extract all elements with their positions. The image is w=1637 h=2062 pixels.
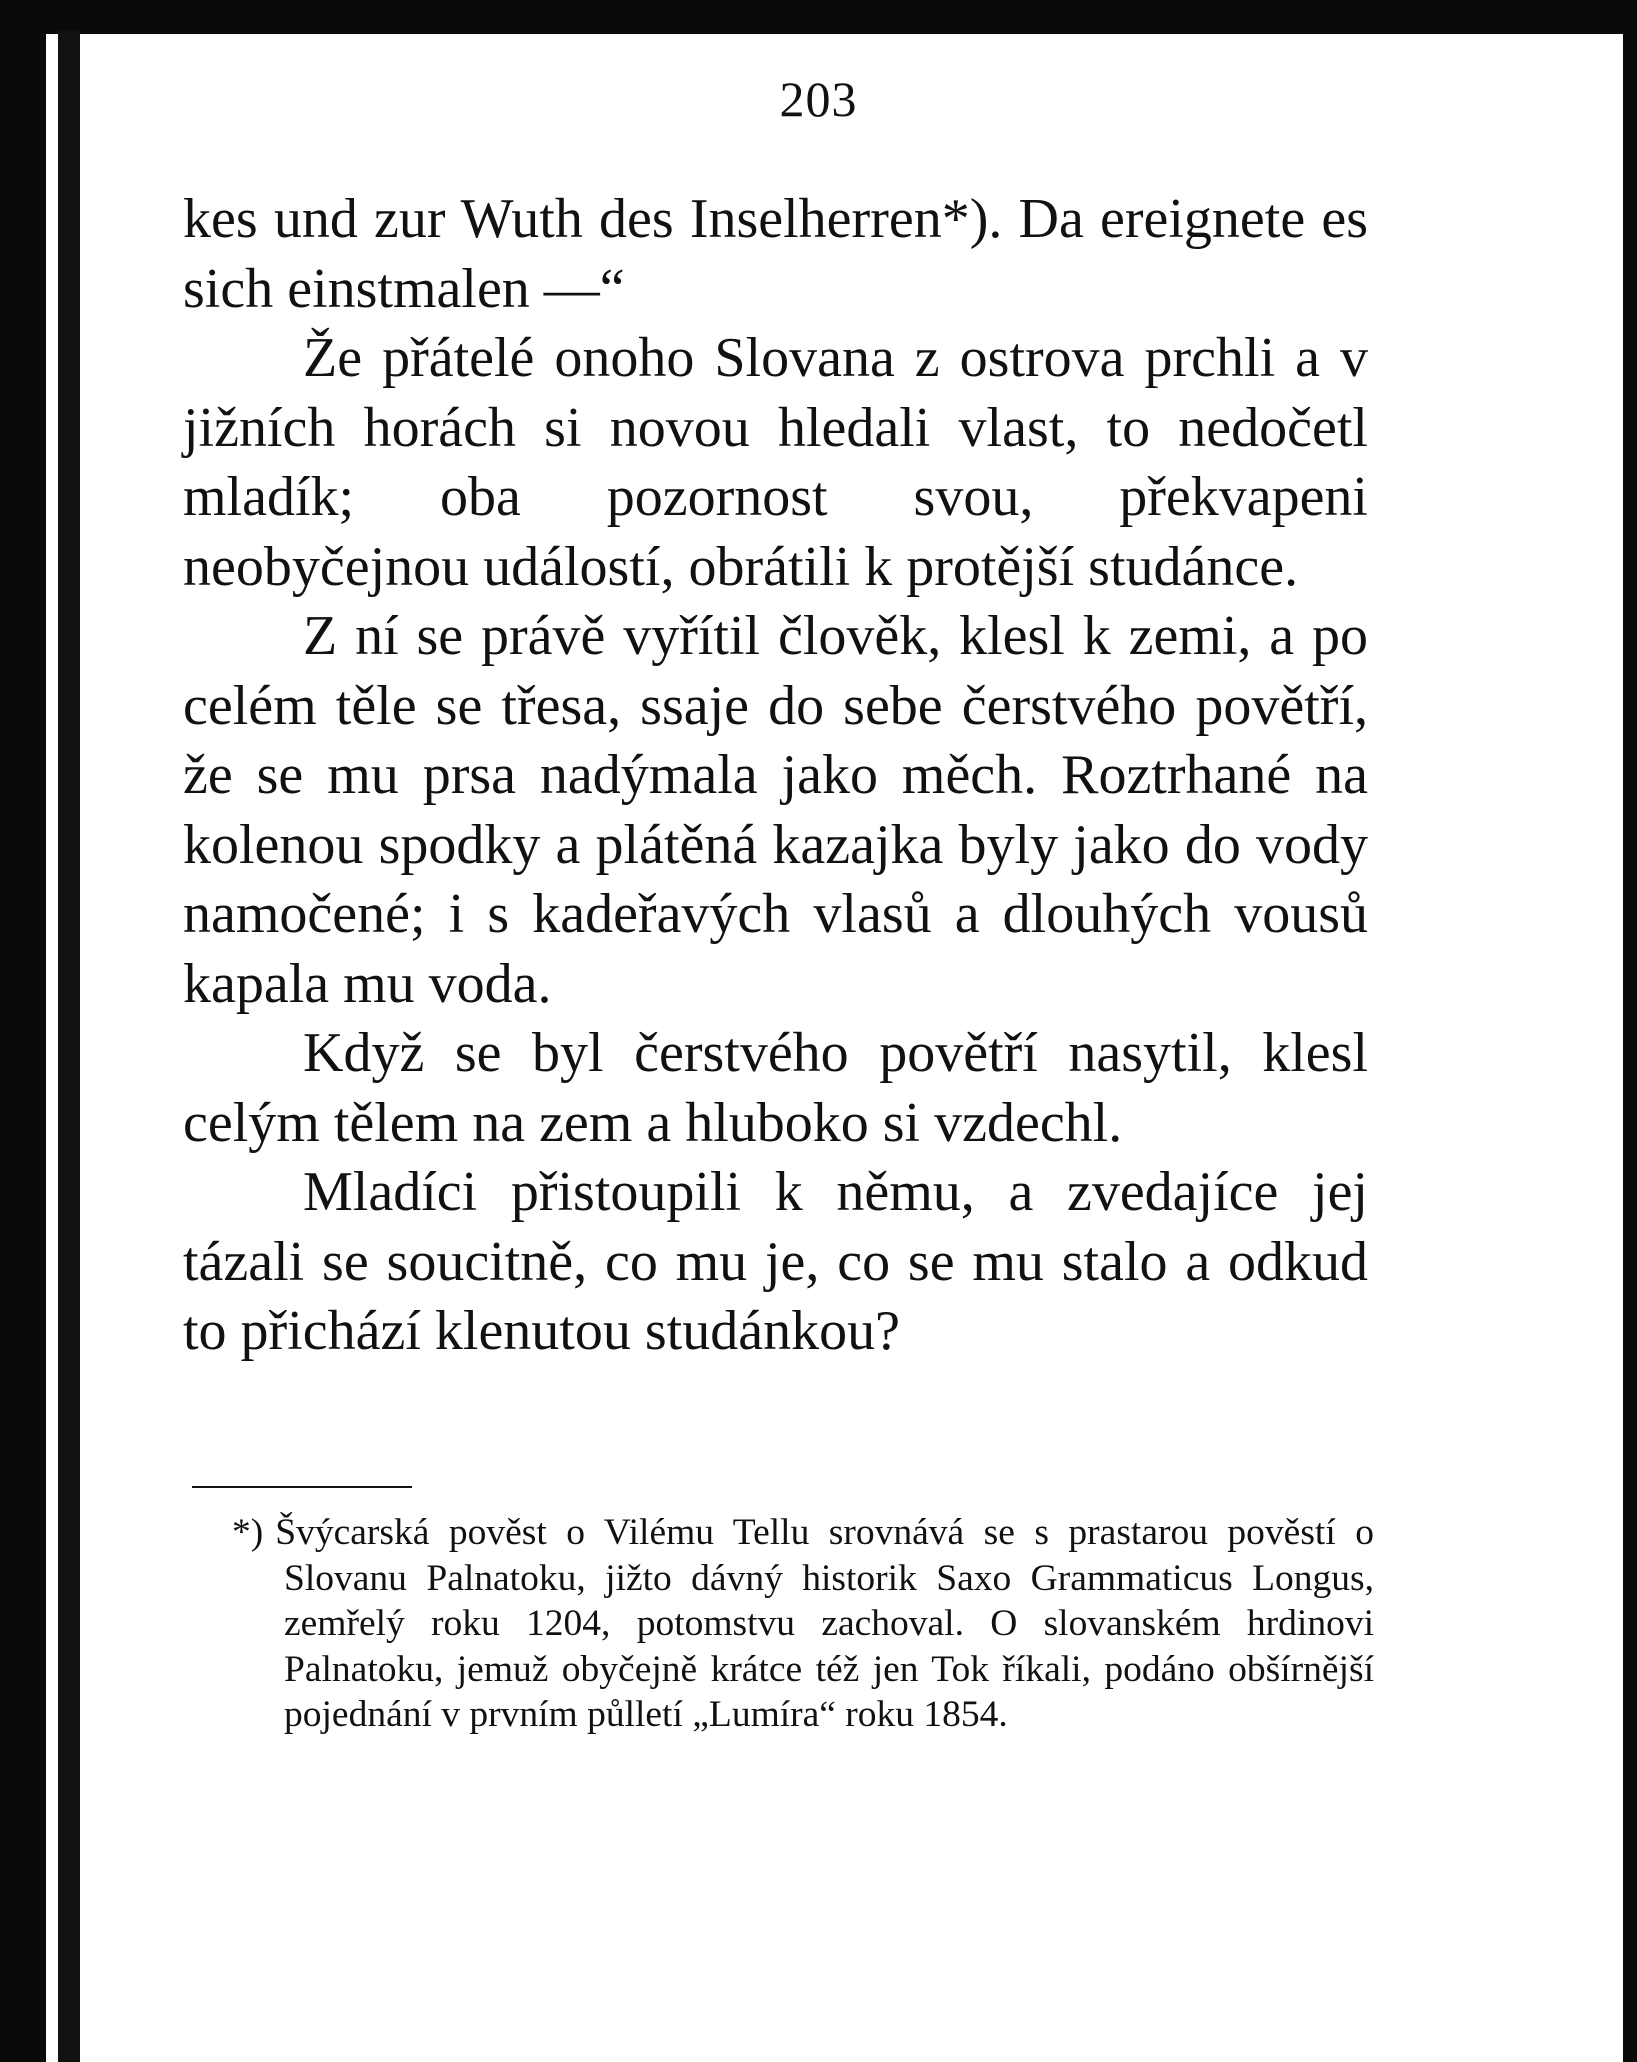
paragraph-2: Že přátelé onoho Slovana z ostrova prchli a v jižních horách si novou hledali vlast, to nedočetl mladík; oba pozornost svou, překvapeni neobyčejnou událostí, obrátili k protější studánce. [183, 327, 1368, 598]
page-gutter-shadow [58, 30, 80, 2062]
footnote-divider [192, 1486, 412, 1488]
footnote-marker: *) [232, 1512, 264, 1553]
paragraph-3: Z ní se právě vyřítil člověk, klesl k zemi, a po celém těle se třesa, ssaje do sebe čerstvého povětří, že se mu prsa nadýmala jako měch. Roztrhané na kolenou spodky a plátěná kazajka byly jako do vody namočené; i s kadeřavých vlasů a dlouhých vousů kapala mu voda. [183, 605, 1368, 1015]
paragraph-4: Když se byl čerstvého povětří nasytil, klesl celým tělem na zem a hluboko si vzdechl. [183, 1022, 1368, 1154]
scan-border-left [0, 0, 46, 2062]
footnote [232, 1510, 1374, 1738]
body-text [183, 185, 1368, 1367]
paragraph-1: kes und zur Wuth des Inselherren*). Da ereignete es sich einstmalen —“ [183, 188, 1368, 320]
scan-border-top [0, 0, 1637, 34]
scan-border-right [1623, 0, 1637, 2062]
footnote-text: Švýcarská pověst o Vilému Tellu srovnává se s prastarou pověstí o Slovanu Palnatoku, jižto dávný historik Saxo Grammaticus Longus, zemřelý roku 1204, potomstvu zachoval. O slovanském hrdinovi Palnatoku, jemuž obyčejně krátce též jen Tok říkali, podáno obšírnější pojednání v prvním půlletí „Lumíra“ roku 1854. [275, 1512, 1374, 1735]
page-number: 203 [779, 71, 858, 127]
paragraph-5: Mladíci přistoupili k němu, a zvedajíce jej tázali se soucitně, co mu je, co se mu stalo a odkud to přichází klenutou studánkou? [183, 1161, 1368, 1362]
